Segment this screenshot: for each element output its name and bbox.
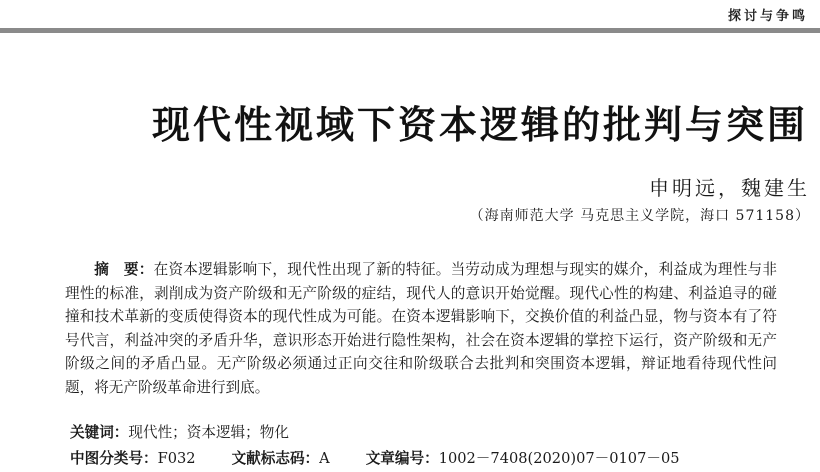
article-no-value: 1002－7408(2020)07－0107－05 [438,450,680,467]
authors: 申明远，魏建生 [649,176,810,200]
affiliation: （海南师范大学 马克思主义学院，海口 571158） [469,208,810,224]
abstract [65,258,777,399]
doc-code-value: A [319,450,330,467]
article-no-label: 文章编号： [365,450,439,467]
section-label: 探讨与争鸣 [727,9,808,24]
keywords-label: 关键词： [70,424,129,441]
keywords [70,421,289,442]
doc-code-label: 文献标志码： [231,450,320,467]
abstract-text: 在资本逻辑影响下，现代性出现了新的特征。当劳动成为理想与现实的媒介，利益成为理性与非理性的标准，剥削成为资产阶级和无产阶级的症结，现代人的意识开始觉醒。现代心性的构建、利益追寻的碰撞和技术革新的变质使得资本的现代性成为可能。在资本逻辑影响下，交换价值的利益凸显，物与资本有了符号代言，利益冲突的矛盾升华，意识形态开始进行隐性架构，社会在资本逻辑的掌控下运行，资产阶级和无产阶级之间的矛盾凸显。无产阶级必须通过正向交往和阶级联合去批判和突围资本逻辑，辩证地看待现代性问题，将无产阶级革命进行到底。 [65,261,777,396]
keywords-text: 现代性；资本逻辑；物化 [128,424,289,441]
clc-value: F032 [157,450,196,467]
clc-label: 中图分类号： [70,450,158,467]
article-title: 现代性视域下资本逻辑的批判与突围 [151,103,808,147]
header-rule [0,28,820,33]
abstract-label: 摘 要： [94,261,154,278]
classification-info [70,447,680,468]
